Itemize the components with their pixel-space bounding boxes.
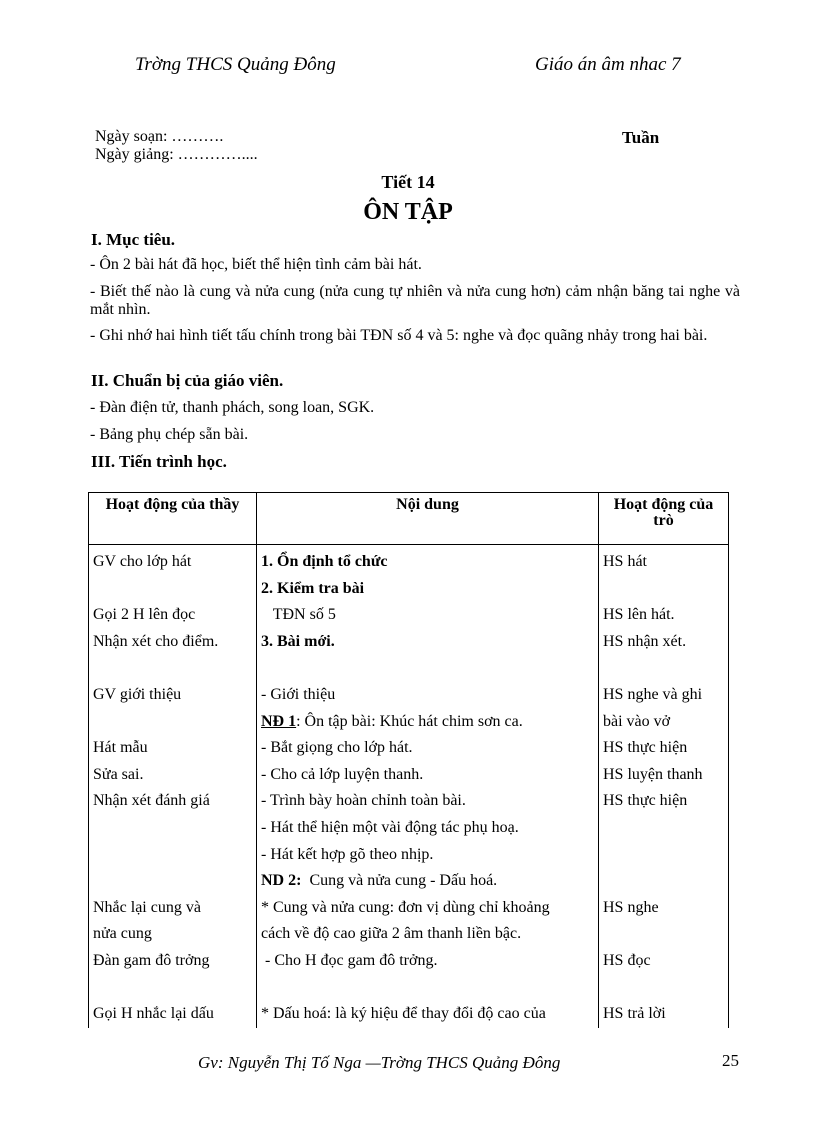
lesson-period: Tiết 14 [381, 172, 435, 192]
content-line [261, 655, 594, 682]
student-activity-line [603, 842, 724, 869]
teacher-activity-line: Gọi 2 H lên đọc [93, 606, 196, 624]
content-text: - Hát thể hiện một vài động tác phụ hoạ. [261, 818, 519, 836]
header-teacher-activity: Hoạt động của thầy [89, 493, 257, 545]
content-line [261, 682, 594, 709]
student-activity-line [603, 921, 724, 948]
student-activity-line: HS lên hát. [603, 606, 675, 624]
teacher-activity-line: nửa cung [93, 925, 152, 943]
content-bold-label: 2. Kiểm tra bài [261, 579, 365, 597]
teacher-activity-line [93, 815, 252, 842]
content-line [261, 921, 594, 948]
preparation-heading: II. Chuẩn bị của giáo viên. [91, 371, 284, 390]
student-activity-line: HS thực hiện [603, 792, 688, 810]
header-content: Nội dung [257, 493, 599, 545]
student-activity-line [603, 975, 724, 1002]
teacher-activity-line: GV cho lớp hát [93, 553, 192, 570]
teacher-activity-line [93, 868, 252, 895]
content-line [261, 948, 594, 975]
teacher-activity-line: Nhận xét đánh giá [93, 792, 210, 810]
content-text: : Ôn tập bài: Khúc hát chim sơn ca. [296, 712, 523, 730]
content-line [261, 602, 594, 629]
content-text: cách về độ cao giữa 2 âm thanh liền bậc. [261, 925, 522, 943]
teach-date: Ngày giảng: ………….... [95, 146, 258, 163]
preparation-item: - Bảng phụ chép sẵn bài. [90, 426, 249, 443]
teacher-activity-line: Gọi H nhắc lại dấu [93, 1005, 214, 1023]
student-activity-line [603, 815, 724, 842]
content-text: - Hát kết hợp gõ theo nhịp. [261, 845, 434, 863]
teacher-activity-line [93, 975, 252, 1002]
teacher-activity-line: Sửa sai. [93, 765, 144, 783]
student-activity-line: HS trả lời [603, 1005, 666, 1023]
student-activity-line: HS nghe [603, 898, 659, 916]
student-activity-line: HS luyện thanh [603, 765, 703, 783]
student-activity-line: HS hát [603, 553, 647, 570]
content-text: * Cung và nửa cung: đơn vị dùng chỉ khoảng [261, 898, 550, 916]
content-bold-label: 1. Ổn định tổ chức [261, 553, 388, 570]
header-school: Trờng THCS Quảng Đông [135, 54, 336, 75]
content-bold-label: NĐ 1 [261, 712, 297, 730]
header-student-activity: Hoạt động của trò [599, 493, 729, 545]
content-line [261, 788, 594, 815]
student-activity-line [603, 655, 724, 682]
content-column [257, 545, 599, 1028]
content-text: - Bắt giọng cho lớp hát. [261, 739, 413, 757]
student-activity-line [603, 868, 724, 895]
student-column [599, 545, 729, 1028]
objective-item: - Biết thế nào là cung và nửa cung (nửa cung tự nhiên và nửa cung hơn) cảm nhận băng tai nghe và mắt nhìn. [90, 283, 740, 318]
content-bold-label: ND 2: [261, 872, 302, 890]
teacher-activity-line: Nhắc lại cung và [93, 898, 201, 916]
content-line [261, 762, 594, 789]
student-activity-line: HS nghe và ghi [603, 685, 703, 703]
teacher-activity-line: Đàn gam đô trởng [93, 951, 210, 969]
teacher-activity-line: Hát mẫu [93, 739, 148, 757]
teacher-column [89, 545, 257, 1028]
teacher-activity-line: GV giới thiệu [93, 685, 182, 703]
content-bold-label: 3. Bài mới. [261, 632, 335, 650]
content-text: - Cho H đọc gam đô trởng. [261, 951, 438, 969]
content-line [261, 709, 594, 736]
content-text: * Dấu hoá: là ký hiệu để thay đổi độ cao của [261, 1005, 546, 1023]
student-activity-line: HS thực hiện [603, 739, 688, 757]
week-label: Tuần [622, 128, 660, 147]
lesson-title: ÔN TẬP [363, 199, 453, 225]
teacher-activity-line [93, 709, 252, 736]
lesson-plan-table [88, 492, 729, 1028]
teacher-activity-line: Nhận xét cho điểm. [93, 632, 219, 650]
student-activity-line: HS nhận xét. [603, 632, 687, 650]
content-line [261, 549, 594, 576]
content-line [261, 868, 594, 895]
content-line [261, 576, 594, 603]
content-text: TĐN số 5 [261, 606, 336, 624]
content-text: Cung và nửa cung - Dấu hoá. [301, 872, 498, 890]
content-text: - Trình bày hoàn chỉnh toàn bài. [261, 792, 466, 810]
header-subject: Giáo án âm nhac 7 [535, 54, 681, 75]
objectives-heading: I. Mục tiêu. [91, 230, 176, 249]
content-text: - Cho cả lớp luyện thanh. [261, 765, 424, 783]
objective-item: - Ôn 2 bài hát đã học, biết thể hiện tình cảm bài hát. [90, 256, 422, 273]
page-number: 25 [722, 1051, 739, 1070]
student-activity-line [603, 576, 724, 603]
student-activity-line: bài vào vở [603, 712, 671, 730]
content-line [261, 975, 594, 1002]
content-text: - Giới thiệu [261, 685, 336, 703]
teacher-activity-line [93, 576, 252, 603]
content-line [261, 629, 594, 656]
footer-author: Gv: Nguyễn Thị Tố Nga —Trờng THCS Quảng Đông [198, 1053, 561, 1072]
content-line [261, 842, 594, 869]
teacher-activity-line [93, 655, 252, 682]
content-line [261, 895, 594, 922]
preparation-item: - Đàn điện tử, thanh phách, song loan, SGK. [90, 399, 375, 416]
prep-date: Ngày soạn: ………. [95, 128, 224, 145]
student-activity-line: HS đọc [603, 951, 651, 969]
content-line [261, 1001, 594, 1028]
objective-item: - Ghi nhớ hai hình tiết tấu chính trong bài TĐN số 4 và 5: nghe và đọc quãng nhảy trong hai bài. [90, 327, 708, 344]
content-line [261, 815, 594, 842]
content-line [261, 735, 594, 762]
teacher-activity-line [93, 842, 252, 869]
process-heading: III. Tiến trình học. [91, 452, 227, 471]
